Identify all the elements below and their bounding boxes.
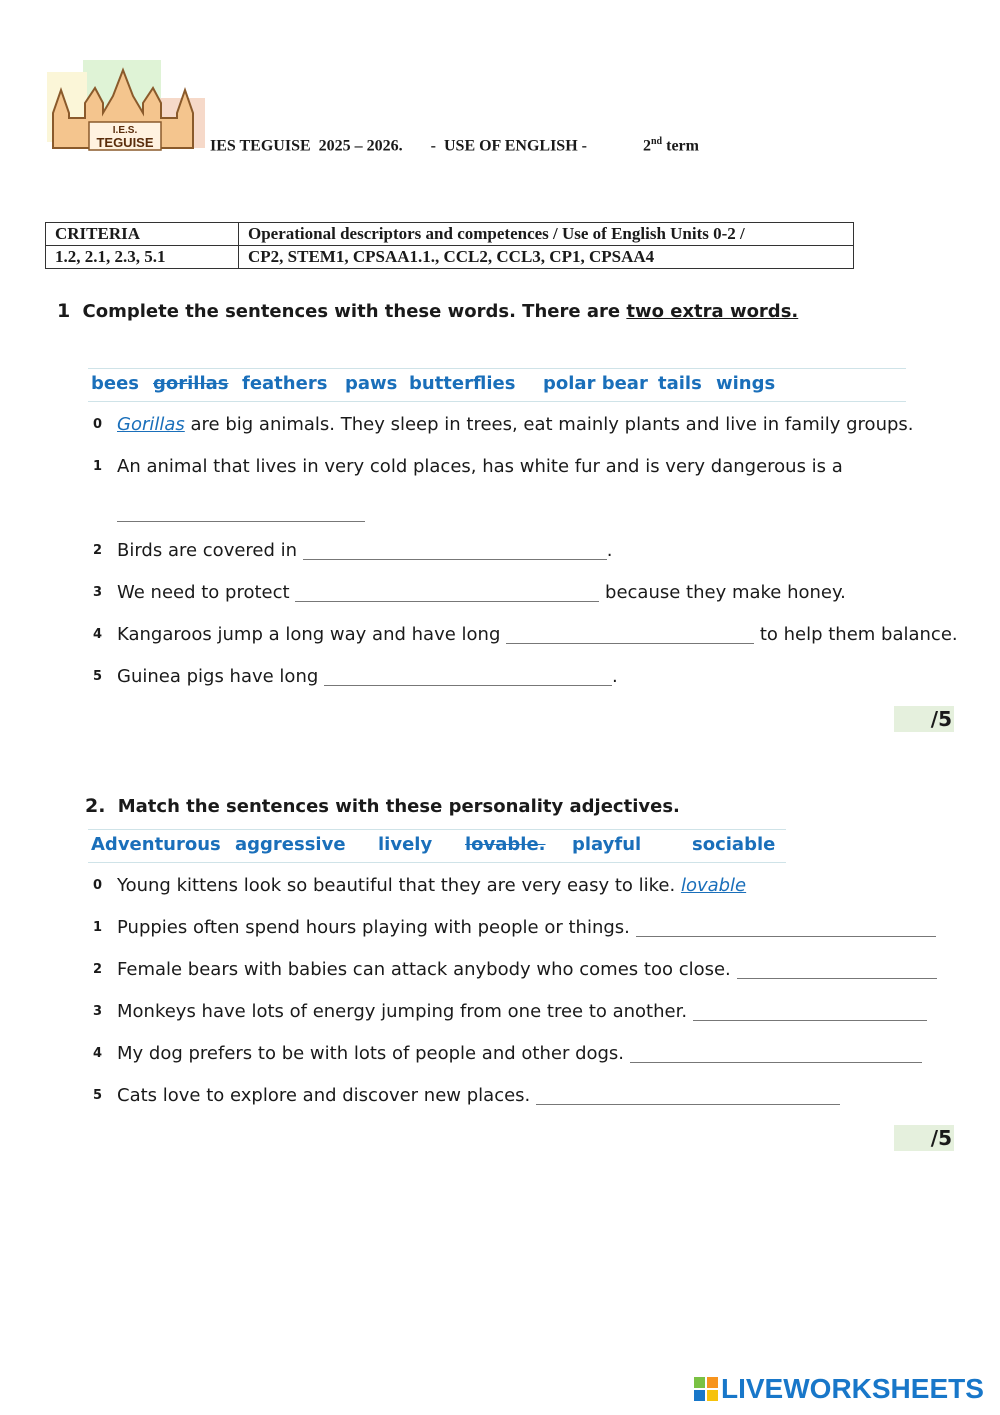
logo-text-top: I.E.S. bbox=[112, 125, 138, 136]
word-bank-item: sociable bbox=[692, 834, 776, 855]
word-bank-item: lively bbox=[378, 834, 433, 855]
exercise1-title bbox=[57, 300, 798, 322]
item-text: Guinea pigs have long bbox=[117, 666, 324, 687]
item-number: 3 bbox=[93, 585, 103, 600]
exercise1-number: 1 bbox=[57, 300, 71, 322]
exercise1-instruction-underlined: two extra words. bbox=[626, 301, 799, 322]
brand-text: LIVEWORKSHEETS bbox=[721, 1373, 984, 1404]
exercise2-word-bank bbox=[88, 829, 786, 863]
table-cell: CP2, STEM1, CPSAA1.1., CCL2, CCL3, CP1, CPSAA4 bbox=[239, 246, 854, 269]
table-cell: CRITERIA bbox=[46, 223, 239, 246]
table-cell: Operational descriptors and competences / Use of English Units 0-2 / bbox=[239, 223, 854, 246]
answer-blank[interactable] bbox=[295, 583, 599, 602]
word-bank-item: wings bbox=[716, 373, 776, 394]
item-number: 1 bbox=[93, 459, 103, 474]
term-number: 2 bbox=[642, 137, 651, 155]
word-bank-item: gorillas bbox=[153, 373, 229, 394]
list-item bbox=[93, 666, 618, 687]
criteria-table bbox=[45, 222, 854, 269]
answer-blank[interactable] bbox=[630, 1044, 922, 1063]
item-number: 0 bbox=[93, 417, 103, 432]
liveworksheets-brand bbox=[693, 1373, 984, 1405]
item-number: 4 bbox=[93, 627, 103, 642]
table-row bbox=[46, 223, 854, 246]
school-year: IES TEGUISE 2025 – 2026. bbox=[210, 137, 403, 155]
word-bank-item: paws bbox=[345, 373, 398, 394]
list-item bbox=[93, 540, 613, 561]
subject-title: - USE OF ENGLISH - bbox=[430, 137, 587, 155]
exercise2-score-box bbox=[894, 1125, 954, 1151]
school-logo bbox=[45, 58, 210, 158]
answer-blank[interactable] bbox=[324, 667, 612, 686]
list-item bbox=[93, 917, 936, 938]
item-text: Female bears with babies can attack anybody who comes too close. bbox=[117, 959, 737, 980]
item-number: 0 bbox=[93, 878, 103, 893]
word-bank-item: aggressive bbox=[235, 834, 346, 855]
item-text: Cats love to explore and discover new places. bbox=[117, 1085, 536, 1106]
liveworksheets-logo-icon bbox=[693, 1376, 719, 1402]
logo-text-bottom: TEGUISE bbox=[96, 135, 154, 150]
list-item bbox=[93, 582, 846, 603]
answer-blank[interactable] bbox=[693, 1002, 927, 1021]
word-bank-item: tails bbox=[658, 373, 702, 394]
word-bank-item: bees bbox=[91, 373, 140, 394]
table-cell: 1.2, 2.1, 2.3, 5.1 bbox=[46, 246, 239, 269]
score-label: /5 bbox=[930, 707, 952, 731]
item-text: Puppies often spend hours playing with people or things. bbox=[117, 917, 636, 938]
word-bank-item: lovable. bbox=[465, 834, 546, 855]
item-text-after: . bbox=[606, 540, 613, 561]
answer-blank[interactable] bbox=[117, 503, 365, 522]
item-text: are big animals. They sleep in trees, eat mainly plants and live in family groups. bbox=[184, 414, 914, 435]
item-text: We need to protect bbox=[117, 582, 296, 603]
exercise1-score-box bbox=[894, 706, 954, 732]
list-item bbox=[93, 959, 937, 980]
item-text-after: to help them balance. bbox=[754, 624, 958, 645]
word-bank-item: butterflies bbox=[409, 373, 516, 394]
example-answer: Gorillas bbox=[117, 414, 185, 435]
item-text: Kangaroos jump a long way and have long bbox=[117, 624, 507, 645]
answer-blank[interactable] bbox=[636, 918, 936, 937]
item-text: Young kittens look so beautiful that they are very easy to like. bbox=[117, 875, 681, 896]
term-word: term bbox=[666, 137, 699, 155]
header-line bbox=[210, 136, 699, 155]
list-item bbox=[93, 875, 746, 896]
item-text: My dog prefers to be with lots of people and other dogs. bbox=[117, 1043, 630, 1064]
item-text: Monkeys have lots of energy jumping from one tree to another. bbox=[117, 1001, 693, 1022]
item-text: Birds are covered in bbox=[117, 540, 303, 561]
list-item bbox=[93, 456, 843, 477]
item-number: 4 bbox=[93, 1046, 103, 1061]
exercise2-instruction: Match the sentences with these personality adjectives. bbox=[117, 796, 680, 817]
exercise2-number: 2. bbox=[85, 795, 106, 817]
list-item bbox=[93, 1043, 922, 1064]
word-bank-item: Adventurous bbox=[91, 834, 221, 855]
word-bank-item: polar bear bbox=[543, 373, 648, 394]
answer-blank[interactable] bbox=[303, 541, 607, 560]
answer-blank[interactable] bbox=[536, 1086, 840, 1105]
answer-blank[interactable] bbox=[737, 960, 937, 979]
list-item bbox=[93, 1085, 840, 1106]
list-item bbox=[93, 414, 914, 435]
word-bank-item: playful bbox=[572, 834, 642, 855]
item-text-after: because they make honey. bbox=[599, 582, 846, 603]
item-number: 2 bbox=[93, 543, 103, 558]
exercise2-title bbox=[85, 795, 680, 817]
score-label: /5 bbox=[930, 1126, 952, 1150]
item-number: 1 bbox=[93, 920, 103, 935]
item-number: 5 bbox=[93, 1088, 103, 1103]
exercise1-word-bank bbox=[88, 368, 906, 402]
item-number: 2 bbox=[93, 962, 103, 977]
item-number: 5 bbox=[93, 669, 103, 684]
exercise1-instruction: Complete the sentences with these words. There are bbox=[82, 301, 621, 322]
item-text-after: . bbox=[612, 666, 618, 687]
list-item bbox=[93, 1001, 927, 1022]
term-suffix: nd bbox=[650, 136, 663, 147]
table-row bbox=[46, 246, 854, 269]
item-text: An animal that lives in very cold places, has white fur and is very dangerous is a bbox=[117, 456, 843, 477]
item-number: 3 bbox=[93, 1004, 103, 1019]
answer-blank[interactable] bbox=[506, 625, 754, 644]
word-bank-item: feathers bbox=[242, 373, 328, 394]
example-answer: lovable bbox=[680, 875, 747, 896]
list-item bbox=[93, 624, 958, 645]
